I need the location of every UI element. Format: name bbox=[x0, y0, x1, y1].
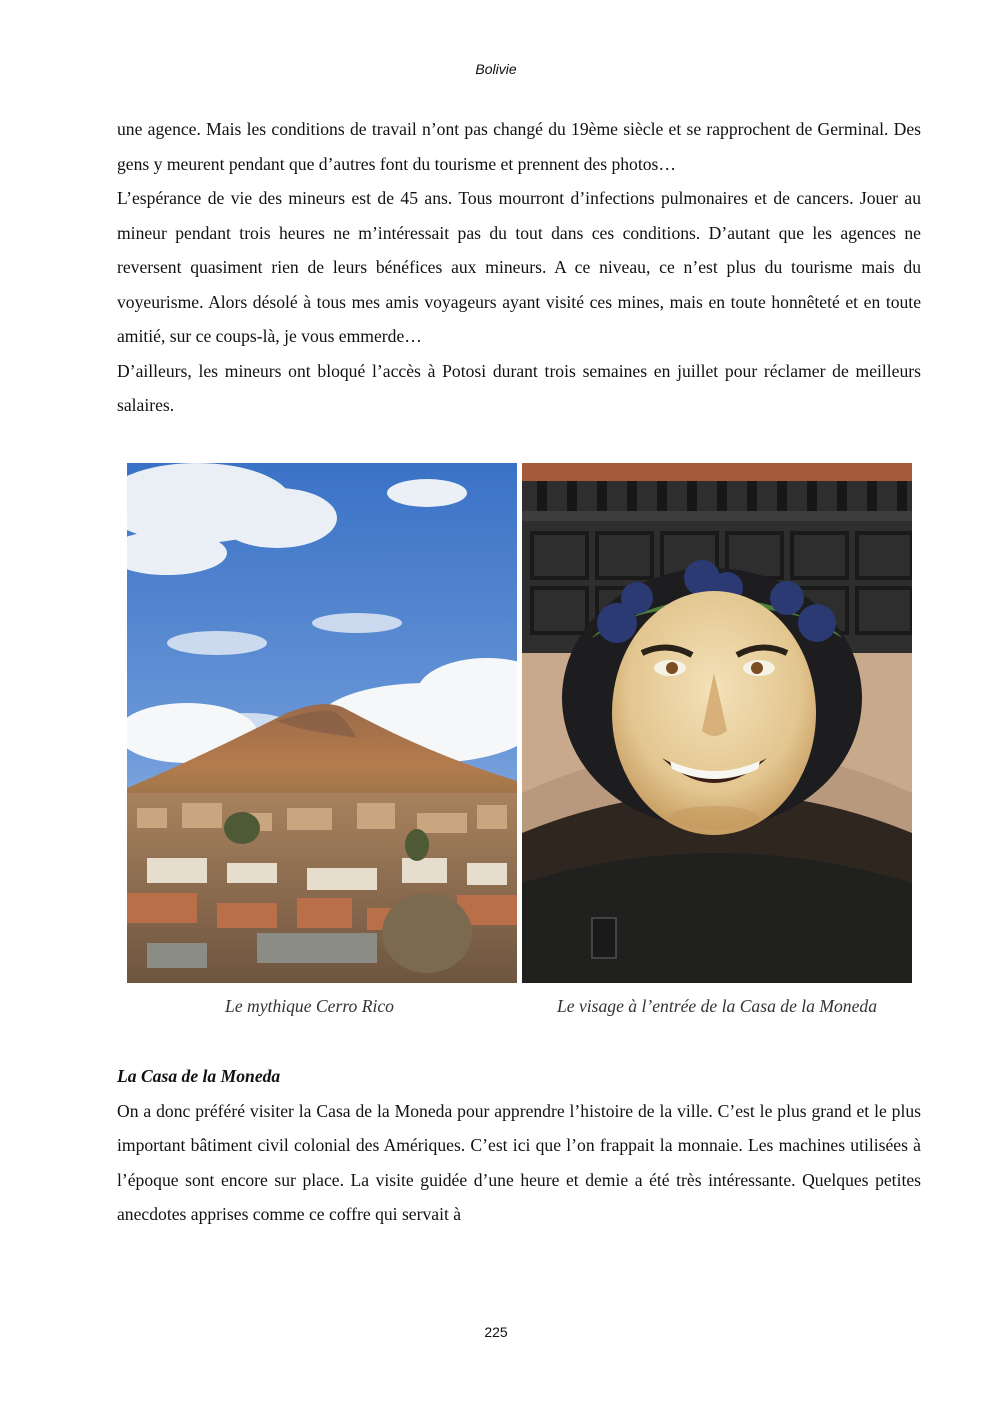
paragraph: une agence. Mais les conditions de travail n’ont pas changé du 19ème siècle et se rapprochent de Germinal. Des gens y meurent pendant que d’autres font du tourisme et prennent des photos… bbox=[117, 119, 921, 174]
paragraph: L’espérance de vie des mineurs est de 45 ans. Tous mourront d’infections pulmonaires et de cancers. Jouer au mineur pendant trois heures ne m’intéressait pas du tout dans ces conditions. D’autant que les agences ne reversent quasiment rien de leurs bénéfices aux mineurs. A ce niveau, ce n’est plus du tourisme mais du voyeurisme. Alors désolé à tous mes amis voyageurs ayant visité ces mines, mais en toute honnêteté et en toute amitié, sur ce coups-là, je vous emmerde… bbox=[117, 188, 921, 346]
paragraph: On a donc préféré visiter la Casa de la Moneda pour apprendre l’histoire de la ville. C’est le plus grand et le plus important bâtiment civil colonial des Amériques. C’est ici que l’on frappait la monnaie. Les machines utilisées à l’époque sont encore sur place. La visite guidée d’une heure et demie a été très intéressante. Quelques petites anecdotes apprises comme ce coffre qui servait à bbox=[117, 1100, 921, 1224]
photo-cerro-rico bbox=[127, 463, 517, 983]
section-heading: La Casa de la Moneda bbox=[117, 1066, 281, 1086]
page-number: 225 bbox=[484, 1324, 508, 1340]
photo-moneda-face bbox=[522, 463, 912, 983]
paragraph: D’ailleurs, les mineurs ont bloqué l’accès à Potosi durant trois semaines en juillet pour réclamer de meilleurs salaires. bbox=[117, 360, 921, 415]
body-text-top bbox=[117, 112, 921, 423]
caption-moneda-face: Le visage à l’entrée de la Casa de la Moneda bbox=[556, 996, 878, 1016]
running-header: Bolivie bbox=[475, 61, 517, 77]
section-casa-moneda bbox=[117, 1059, 921, 1232]
caption-cerro-rico: Le mythique Cerro Rico bbox=[225, 996, 394, 1016]
